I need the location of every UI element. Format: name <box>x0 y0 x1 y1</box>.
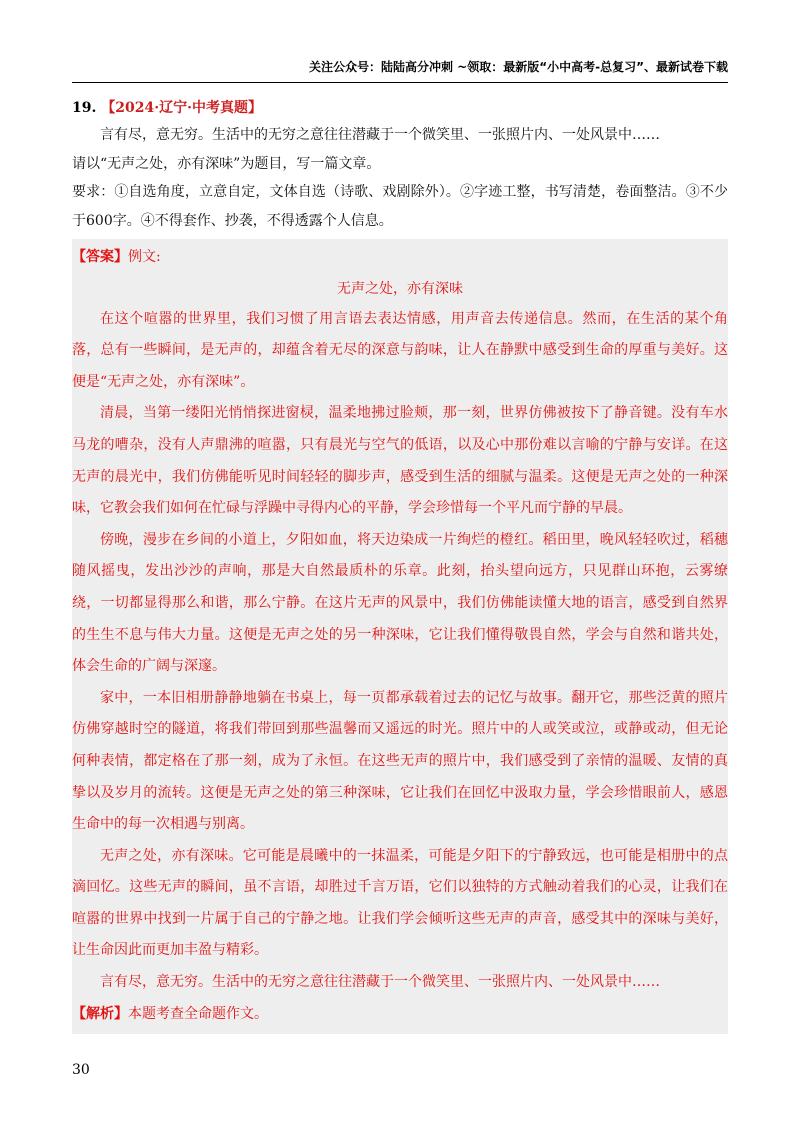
question-source-tag: 【2024·辽宁·中考真题】 <box>101 100 262 116</box>
essay-paragraph: 家中，一本旧相册静静地躺在书桌上，每一页都承载着过去的记忆与故事。翻开它，那些泛黄的照片仿佛穿越时空的隧道，将我们带回到那些温馨而又遥远的时光。照片中的人或笑或泣，或静或动，但无论何种表情，都定格在了那一刻，成为了永恒。在这些无声的照片中，我们感受到了亲情的温暖、友情的真挚以及岁月的流转。这便是无声之处的第三种深味，它让我们在回忆中汲取力量，学会珍惜眼前人，感恩生命中的每一次相遇与别离。 <box>72 689 728 833</box>
essay-title: 无声之处，亦有深味 <box>337 280 463 297</box>
page-number: 30 <box>72 1062 90 1078</box>
essay-paragraph: 无声之处，亦有深味。它可能是晨曦中的一抹温柔，可能是夕阳下的宁静致远，也可能是相册中的点滴回忆。这些无声的瞬间，虽不言语，却胜过千言万语，它们以独特的方式触动着我们的心灵，让我们在喧嚣的世界中找到一片属于自己的宁静之地。让我们学会倾听这些无声的声音，感受其中的深味与美好，让生命因此而更加丰盈与精彩。 <box>72 847 728 959</box>
page-content <box>72 95 728 1034</box>
answer-label-suffix: 例文: <box>128 249 161 265</box>
analysis-text: 本题考查全命题作文。 <box>128 1005 268 1022</box>
essay-paragraph: 言有尽，意无穷。生活中的无穷之意往往潜藏于一个微笑里、一张照片内、一处风景中…… <box>100 974 660 991</box>
question-intro: 言有尽，意无穷。生活中的无穷之意往往潜藏于一个微笑里、一张照片内、一处风景中…… <box>100 127 660 143</box>
header-divider <box>72 82 728 83</box>
question-prompt: 请以“无声之处，亦有深味”为题目，写一篇文章。 <box>72 155 381 172</box>
question-requirements: 要求：①自选角度，立意自定，文体自选（诗歌、戏剧除外）。②字迹工整，书写清楚，卷面整洁。③不少于600字。④不得套作、抄袭，不得透露个人信息。 <box>72 184 728 229</box>
page-header: 关注公众号：陆陆高分冲刺 ~领取：最新版“小中高考-总复习”、最新试卷下载 <box>309 60 728 74</box>
answer-heading <box>72 242 728 274</box>
analysis-label: 【解析】 <box>72 1005 128 1022</box>
question-number: 19. <box>72 100 97 116</box>
answer-label: 【答案】 <box>72 249 128 265</box>
essay-paragraph: 傍晚，漫步在乡间的小道上，夕阳如血，将天边染成一片绚烂的橙红。稻田里，晚风轻轻吹过，稻穗随风摇曳，发出沙沙的声响，那是大自然最质朴的乐章。此刻，抬头望向远方，只见群山环抱，云雾缭绕，一切都显得那么和谐，那么宁静。在这片无声的风景中，我们仿佛能读懂大地的语言，感受到自然界的生生不息与伟大力量。这便是无声之处的另一种深味，它让我们懂得敬畏自然，学会与自然和谐共处，体会生命的广阔与深邃。 <box>72 531 728 675</box>
analysis-line <box>72 999 728 1031</box>
essay-paragraph: 清晨，当第一缕阳光悄悄探进窗棂，温柔地拂过脸颊，那一刻，世界仿佛被按下了静音键。没有车水马龙的嘈杂，没有人声鼎沸的喧嚣，只有晨光与空气的低语，以及心中那份难以言喻的宁静与安详。在这无声的晨光中，我们仿佛能听见时间轻轻的脚步声，感受到生活的细腻与温柔。这便是无声之处的一种深味，它教会我们如何在忙碌与浮躁中寻得内心的平静，学会珍惜每一个平凡而宁静的早晨。 <box>72 405 728 517</box>
essay-paragraph: 在这个喧嚣的世界里，我们习惯了用言语去表达情感，用声音去传递信息。然而，在生活的某个角落，总有一些瞬间，是无声的，却蕴含着无尽的深意与韵味，让人在静默中感受到生命的厚重与美好。这便是“无声之处，亦有深味”。 <box>72 310 728 390</box>
question-heading <box>72 95 728 121</box>
answer-section <box>72 239 728 1034</box>
